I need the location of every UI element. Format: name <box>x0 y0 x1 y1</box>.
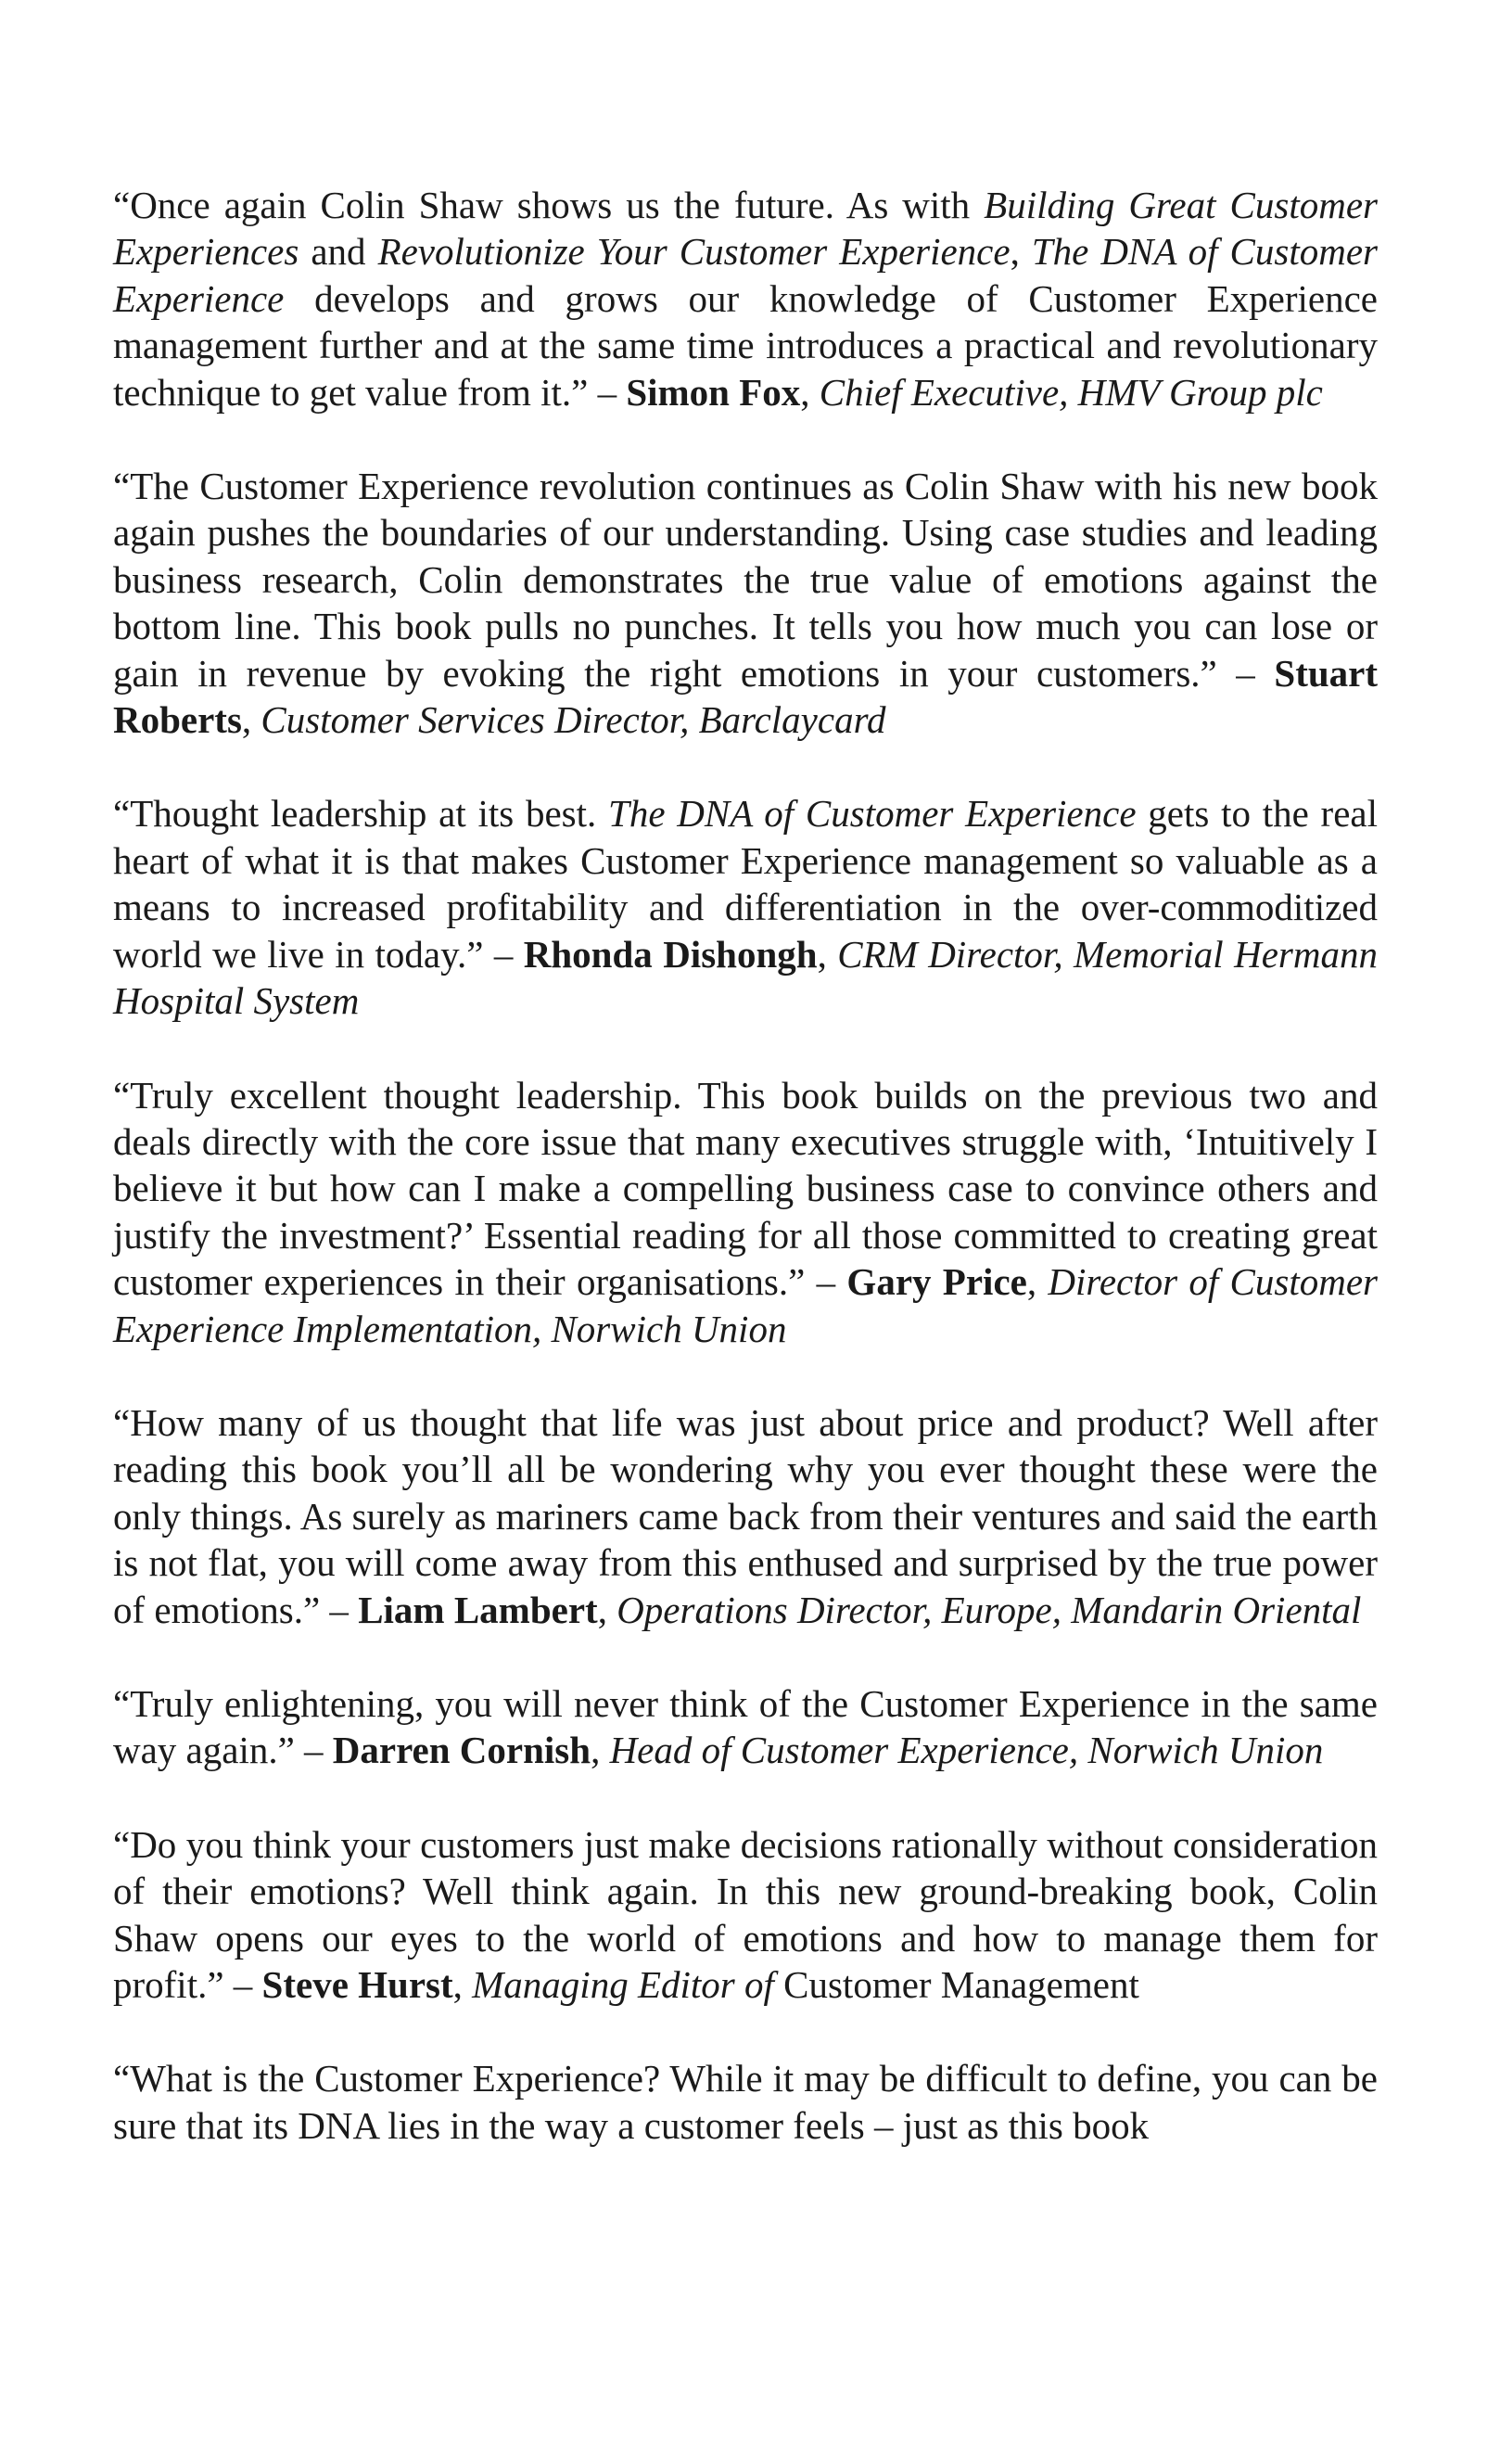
quote-text: “Truly excellent thought leadership. This book builds on the previous two and deals directly with the core issue that many executives struggle with, ‘Intuitively I believe it but how can I make a compelling business case to convince others and justify the investment?’ Essential reading for all those committed to creating great customer experiences in their organisations.” – <box>113 1073 1378 1304</box>
quote-text: “What is the Customer Experience? While it may be difficult to define, you can be sure that its DNA lies in the way a customer feels – just as this book <box>113 2057 1378 2147</box>
endorser-name: Gary Price <box>846 1260 1027 1304</box>
endorsement: “The Customer Experience revolution continues as Colin Shaw with his new book again pushes the boundaries of our understanding. Using case studies and leading business research, Colin demonstrates the true value of emotions against the bottom line. This book pulls no punches. It tells you how much you can lose or gain in revenue by evoking the right emotions in your customers.” – Stuart Roberts, Customer Services Director, Barclaycard <box>113 465 1378 742</box>
book-title: Revolutionize Your Customer Experience <box>377 230 1011 274</box>
quote-text: “Thought leadership at its best. <box>113 792 609 836</box>
endorser-name: Simon Fox <box>626 370 801 414</box>
publication-name: Customer Management <box>773 1963 1139 2006</box>
endorser-name: Stuart Roberts <box>113 651 1378 742</box>
endorser-name: Rhonda Dishongh <box>523 932 818 976</box>
quote-text: “The Customer Experience revolution continues as Colin Shaw with his new book again pushes the boundaries of our understanding. Using case studies and leading business research, Colin demonstrates the true value of emotions against the bottom line. This book pulls no punches. It tells you how much you can lose or gain in revenue by evoking the right emotions in your customers.” – <box>113 465 1378 695</box>
endorser-name: Steve Hurst <box>261 1963 453 2006</box>
endorser-role: Operations Director, Europe, Mandarin Oriental <box>617 1588 1362 1631</box>
endorsement: “Thought leadership at its best. The DNA of Customer Experience gets to the real heart of what it is that makes Customer Experience management so valuable as a means to increased profitability and differentiation in the over-commoditized world we live in today.” – Rhonda Dishongh, CRM Director, Memorial Hermann Hospital System <box>113 792 1378 1023</box>
quote-text: develops and grows our knowledge of Customer Experience management further and at the same time introduces a practical and revolutionary technique to get value from it.” – <box>113 276 1378 414</box>
endorsement: “Once again Colin Shaw shows us the future. As with Building Great Customer Experiences and Revolutionize Your Customer Experience, The DNA of Customer Experience develops and grows our knowledge of Customer Experience management further and at the same time introduces a practical and revolutionary technique to get value from it.” – Simon Fox, Chief Executive, HMV Group plc <box>113 184 1378 414</box>
endorser-role: Customer Services Director, Barclaycard <box>261 698 886 742</box>
book-title: The DNA of Customer Experience <box>608 792 1137 836</box>
endorsement: “How many of us thought that life was just about price and product? Well after reading this book you’ll all be wondering why you ever thought these were the only things. As surely as mariners came back from their ventures and said the earth is not flat, you will come away from this enthused and surprised by the true power of emotions.” – Liam Lambert, Operations Director, Europe, Mandarin Oriental <box>113 1400 1378 1631</box>
endorser-role: CRM Director, Memorial Hermann Hospital System <box>113 932 1378 1023</box>
endorser-name: Liam Lambert <box>358 1588 598 1631</box>
endorser-role: Chief Executive, HMV Group plc <box>819 370 1323 414</box>
endorsement: “Truly enlightening, you will never think of the Customer Experience in the same way again.” – Darren Cornish, Head of Customer Experience, Norwich Union <box>113 1681 1378 1772</box>
quote-text: and <box>299 230 378 274</box>
endorsement: “Truly excellent thought leadership. This book builds on the previous two and deals directly with the core issue that many executives struggle with, ‘Intuitively I believe it but how can I make a compelling business case to convince others and justify the investment?’ Essential reading for all those committed to creating great customer experiences in their organisations.” – Gary Price, Director of Customer Experience Implementation, Norwich Union <box>113 1073 1379 1350</box>
endorser-role: Director of Customer Experience Implementation, Norwich Union <box>113 1260 1379 1350</box>
endorser-role: Head of Customer Experience, Norwich Union <box>609 1729 1324 1772</box>
quote-text: , <box>1010 230 1032 274</box>
endorsement <box>113 2055 1378 2149</box>
endorser-name: Darren Cornish <box>332 1729 591 1772</box>
quote-text: gets to the real heart of what it is that makes Customer Experience management so valuable as a means to increased profitability and differentiation in the over-commoditized world we live in today.” – <box>113 792 1378 976</box>
quote-text: “Once again Colin Shaw shows us the future. As with <box>113 184 985 226</box>
quote-text: “Truly enlightening, you will never think of the Customer Experience in the same way again.” – <box>113 1681 1378 1772</box>
quote-text: “How many of us thought that life was just about price and product? Well after reading this book you’ll all be wondering why you ever thought these were the only things. As surely as mariners came back from their ventures and said the earth is not flat, you will come away from this enthused and surprised by the true power of emotions.” – <box>113 1400 1378 1631</box>
book-title: The DNA of Customer Experience <box>113 230 1378 320</box>
quote-text: “Do you think your customers just make decisions rationally without consideration of their emotions? Well think again. In this new ground-breaking book, Colin Shaw opens our eyes to the world of emotions and how to manage them for profit.” – <box>113 1822 1378 2006</box>
endorsements-page <box>113 182 1378 2149</box>
endorsement: “Do you think your customers just make decisions rationally without consideration of their emotions? Well think again. In this new ground-breaking book, Colin Shaw opens our eyes to the world of emotions and how to manage them for profit.” – Steve Hurst, Managing Editor of Customer Management <box>113 1822 1378 2006</box>
endorser-role: Managing Editor of <box>472 1963 774 2006</box>
book-title: Building Great Customer Experiences <box>113 184 1378 274</box>
